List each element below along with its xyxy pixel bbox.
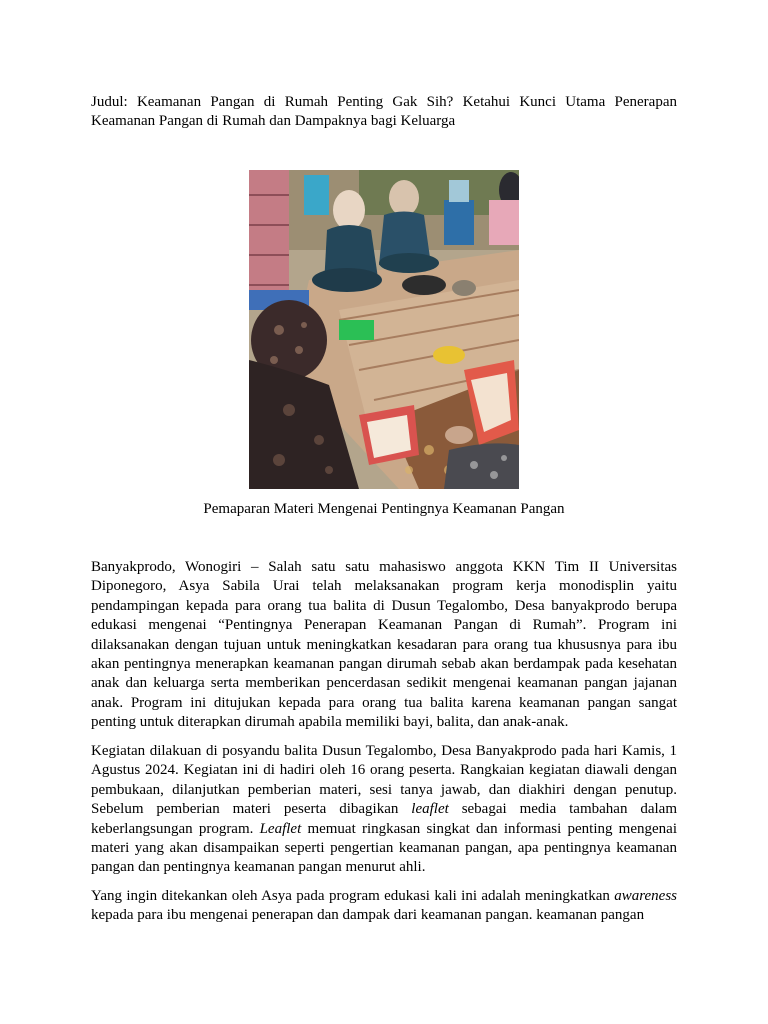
paragraph-text: sebagai media tambahan dalam keberlangsungan program. bbox=[91, 801, 678, 837]
paragraph-text: Yang ingin ditekankan oleh Asya pada program edukasi kali ini adalah meningkatkan bbox=[91, 888, 615, 904]
body-paragraph bbox=[91, 742, 677, 878]
body-paragraph: Banyakprodo, Wonogiri – Salah satu satu mahasiswo anggota KKN Tim II Universitas Diponegoro, Asya Sabila Urai telah melaksanakan program kerja monodisplin yaitu pendampingan kepada para orang tua balita di Dusun Tegalombo, Desa banyakprodo berupa edukasi mengenai “Pentingnya Penerapan Keamanan Pangan di Rumah”. Program ini dilaksanakan dengan tujuan untuk meningkatkan kesadaran para orang tua khususnya para ibu akan pentingnya menerapkan keamanan pangan dirumah sebab akan berdampak pada kesehatan anak dan keluarga serta memberikan pencerdasan sedikit mengenai keamanan pangan jajanan anak. Program ini ditujukan kepada para orang tua balita karena keamanan pangan sangat penting untuk diterapkan dirumah apabila memiliki bayi, balita, dan anak-anak. bbox=[91, 559, 677, 731]
emphasized-term: Leaflet bbox=[259, 820, 302, 837]
paragraph-text: kepada para ibu mengenai penerapan dan dampak dari keamanan pangan. keamanan pangan bbox=[91, 907, 645, 924]
emphasized-term: leaflet bbox=[411, 801, 449, 818]
figure-caption: Pemaparan Materi Mengenai Pentingnya Keamanan Pangan bbox=[203, 501, 565, 517]
emphasized-term: awareness bbox=[614, 888, 677, 904]
activity-photo bbox=[249, 170, 519, 489]
document-title: Judul: Keamanan Pangan di Rumah Penting Gak Sih? Ketahui Kunci Utama Penerapan Keamanan Pangan di Rumah dan Dampaknya bagi Keluarga bbox=[91, 94, 677, 130]
paragraph-text: memuat ringkasan singkat dan informasi penting mengenai materi yang akan disampaikan seperti pengertian keamanan pangan, apa pentingnya keamanan pangan dan pentingnya keamanan pangan menurut ahli. bbox=[91, 820, 677, 876]
body-paragraph bbox=[91, 887, 677, 926]
paragraph-text: Kegiatan dilakuan di posyandu balita Dusun Tegalombo, Desa Banyakprodo pada hari Kamis, 1 Agustus 2024. Kegiatan ini di hadiri oleh 16 orang peserta. Rangkaian kegiatan diawali dengan pembukaan, dilanjutkan pemberian materi, sesi tanya jawab, dan diakhiri dengan penutup. Sebelum pemberian materi peserta dibagikan bbox=[91, 743, 677, 818]
